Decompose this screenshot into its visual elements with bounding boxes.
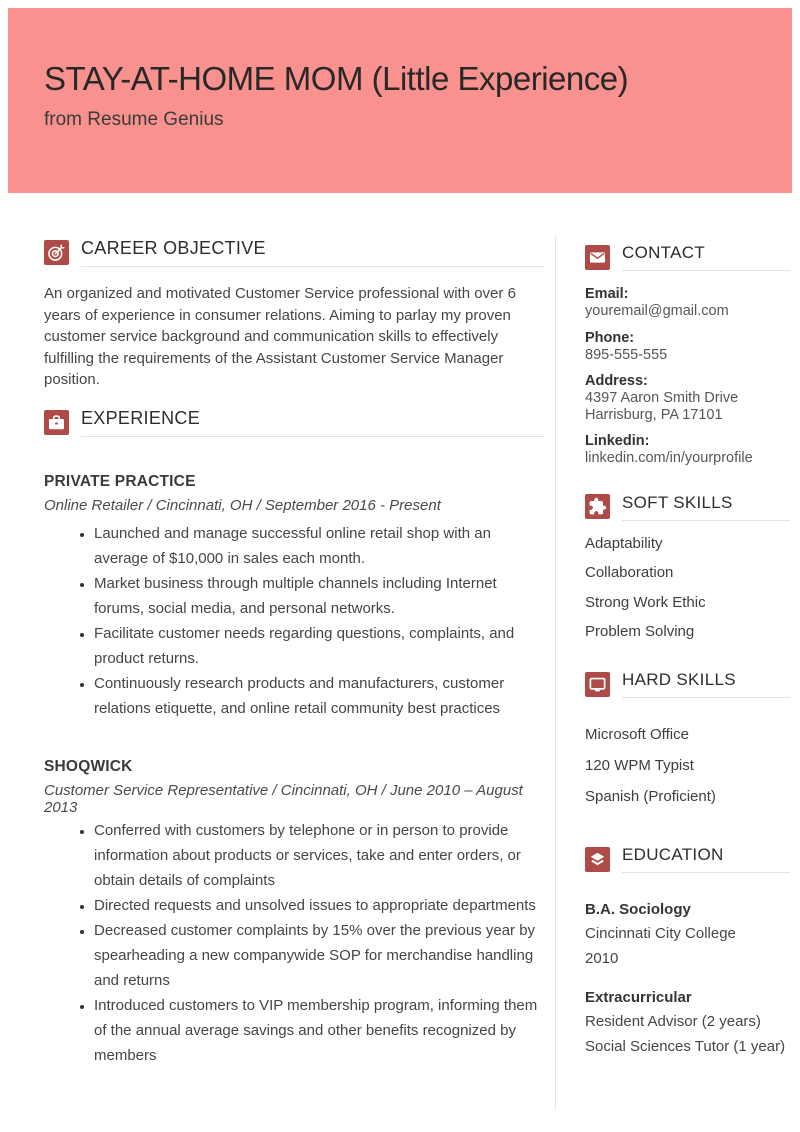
job-entry xyxy=(44,758,545,1068)
section-soft-skills xyxy=(585,493,790,640)
education-detail: Social Sciences Tutor (1 year) xyxy=(585,1037,786,1055)
sidebar-column xyxy=(585,243,790,1059)
monitor-icon xyxy=(585,672,610,697)
contact-field-address xyxy=(585,373,790,423)
field-value: 4397 Aaron Smith Drive xyxy=(585,390,739,406)
field-value: Harrisburg, PA 17101 xyxy=(585,406,723,423)
education-detail: 2010 xyxy=(585,949,619,967)
bullet-item: • Launched and manage successful online retail shop with an average of $10,000 in sales each month. xyxy=(94,521,545,571)
contact-field-phone xyxy=(585,330,790,364)
briefcase-icon xyxy=(44,410,69,435)
target-icon xyxy=(44,240,69,265)
skill-item: Adaptability xyxy=(585,534,663,552)
skill-item: Spanish (Proficient) xyxy=(585,788,716,805)
job-bullet-list xyxy=(44,521,545,721)
section-education xyxy=(585,845,790,1059)
bullet-item: • Decreased customer complaints by 15% over the previous year by spearheading a new companywide SOP for merchandise handling and returns xyxy=(94,918,545,993)
education-detail: Resident Advisor (2 years) xyxy=(585,1013,761,1030)
career-objective-header xyxy=(44,238,545,267)
field-value: 895-555-555 xyxy=(585,346,668,363)
soft-skills-header xyxy=(585,493,790,521)
contact-field-email xyxy=(585,286,790,320)
hard-skills-heading: HARD SKILLS xyxy=(622,670,790,698)
column-divider xyxy=(555,235,556,1110)
banner xyxy=(8,8,792,193)
contact-heading: CONTACT xyxy=(622,243,790,271)
education-entries xyxy=(585,898,790,1059)
contact-field-linkedin xyxy=(585,433,790,467)
education-detail: Cincinnati City College xyxy=(585,925,736,942)
education-header xyxy=(585,845,790,873)
education-extracurricular-title: Extracurricular xyxy=(585,989,692,1006)
field-value: youremail@gmail.com xyxy=(585,303,729,319)
job-meta: Online Retailer / Cincinnati, OH / September 2016 - Present xyxy=(44,496,441,514)
field-label: Phone: xyxy=(585,329,635,346)
job-meta: Customer Service Representative / Cincinnati, OH / June 2010 – August 2013 xyxy=(44,781,523,816)
education-degree: B.A. Sociology xyxy=(585,901,691,918)
contact-fields xyxy=(585,286,790,467)
main-column xyxy=(44,238,545,1068)
career-objective-text: An organized and motivated Customer Service professional with over 6 years of experience in consumer relations. Aiming to parlay my proven customer service background and communication skills to effectively fulfilling the requirements of the Assistant Customer Service Manager position. xyxy=(44,285,516,388)
experience-header xyxy=(44,408,545,437)
bullet-item: • Directed requests and unsolved issues to appropriate departments xyxy=(94,893,545,918)
page-title: STAY-AT-HOME MOM (Little Experience) xyxy=(44,60,629,97)
bullet-item: • Conferred with customers by telephone or in person to provide information about products or services, take and enter orders, or obtain details of complaints xyxy=(94,818,545,893)
section-career-objective xyxy=(44,238,545,391)
soft-skills-heading: SOFT SKILLS xyxy=(622,493,790,521)
job-company: SHOQWICK xyxy=(44,757,133,775)
field-label: Email: xyxy=(585,286,629,302)
section-experience xyxy=(44,408,545,1068)
field-label: Linkedin: xyxy=(585,433,650,449)
job-bullet-list xyxy=(44,818,545,1068)
hard-skills-header xyxy=(585,670,790,698)
contact-header xyxy=(585,243,790,271)
education-entry xyxy=(585,986,790,1059)
soft-skills-list xyxy=(585,536,790,640)
page-subtitle: from Resume Genius xyxy=(44,109,224,130)
envelope-icon xyxy=(585,245,610,270)
experience-heading: EXPERIENCE xyxy=(81,408,545,437)
section-contact xyxy=(585,243,790,467)
section-hard-skills xyxy=(585,670,790,804)
bullet-item: • Facilitate customer needs regarding questions, complaints, and product returns. xyxy=(94,621,545,671)
job-entry xyxy=(44,473,545,721)
hard-skills-list xyxy=(585,727,790,804)
skill-item: Problem Solving xyxy=(585,623,695,640)
field-label: Address: xyxy=(585,373,648,389)
skill-item: Microsoft Office xyxy=(585,726,689,743)
bullet-item: • Market business through multiple channels including Internet forums, social media, and personal networks. xyxy=(94,571,545,621)
education-heading: EDUCATION xyxy=(622,845,790,873)
skill-item: Collaboration xyxy=(585,564,674,581)
job-company: PRIVATE PRACTICE xyxy=(44,472,196,490)
skill-item: 120 WPM Typist xyxy=(585,757,694,774)
graduation-cap-icon xyxy=(585,847,610,872)
puzzle-icon xyxy=(585,494,610,519)
field-value: linkedin.com/in/yourprofile xyxy=(585,450,753,466)
skill-item: Strong Work Ethic xyxy=(585,593,706,611)
education-entry xyxy=(585,898,790,971)
bullet-item: • Introduced customers to VIP membership program, informing them of the annual average savings and other benefits recognized by members xyxy=(94,993,545,1068)
bullet-item: • Continuously research products and manufacturers, customer relations etiquette, and online retail community best practices xyxy=(94,671,545,721)
career-objective-heading: CAREER OBJECTIVE xyxy=(81,238,545,267)
